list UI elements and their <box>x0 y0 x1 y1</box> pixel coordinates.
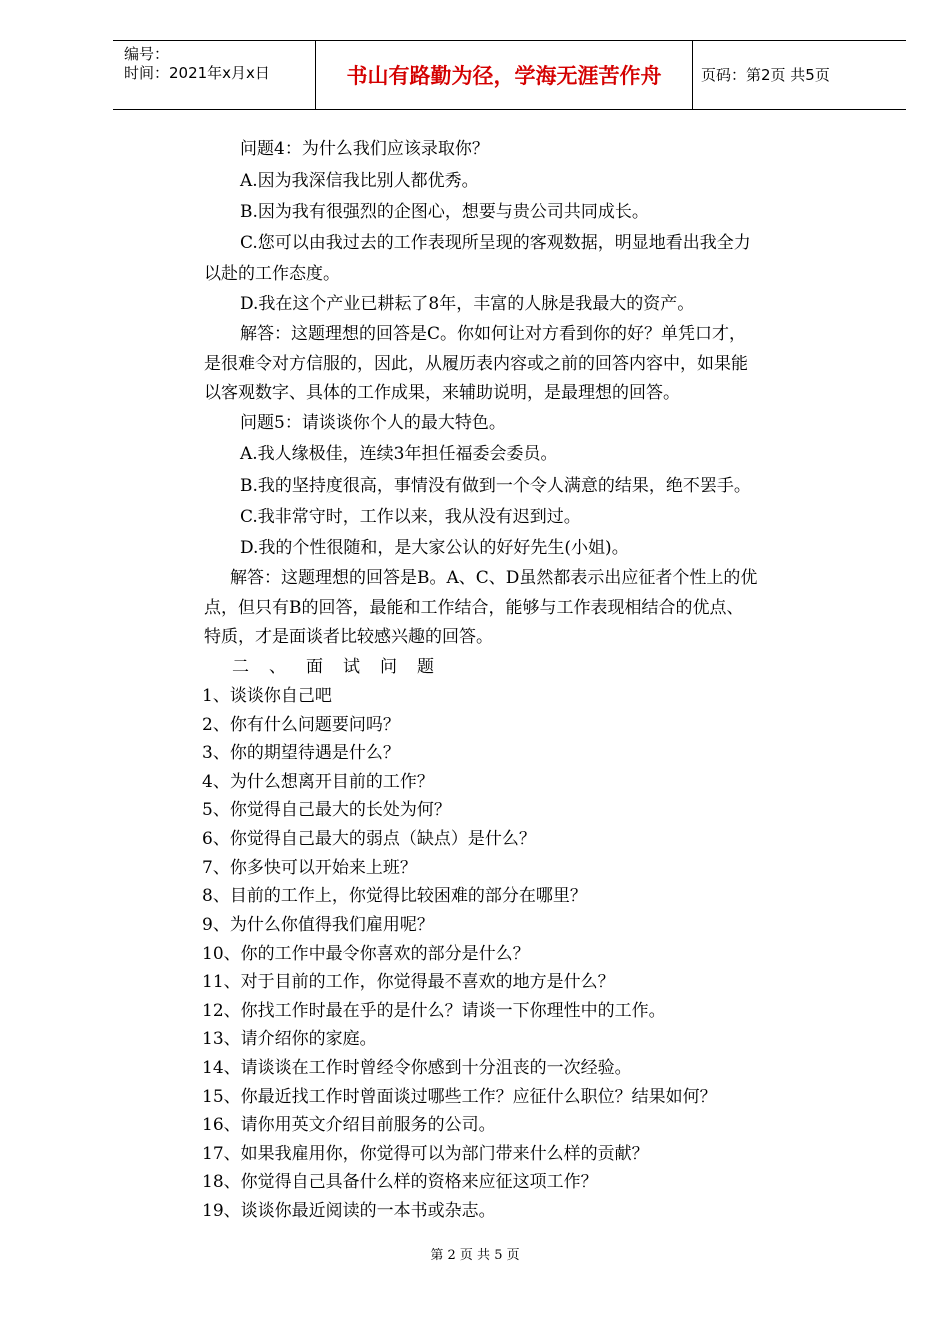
q5-answer-line1: 解答：这题理想的回答是B。A、C、D虽然都表示出应征者个性上的优 <box>230 568 758 588</box>
list-item: 7、你多快可以开始来上班？ <box>202 858 417 878</box>
q4-option-a: A.因为我深信我比别人都优秀。 <box>240 171 479 191</box>
q5-answer-line2: 点，但只有B的回答，最能和工作结合，能够与工作表现相结合的优点、 <box>204 598 744 618</box>
list-item: 11、对于目前的工作，你觉得最不喜欢的地方是什么？ <box>202 972 615 992</box>
header-meta-cell <box>113 41 315 109</box>
q4-option-b: B.因为我有很强烈的企图心，想要与贵公司共同成长。 <box>240 202 649 222</box>
list-item: 16、请你用英文介绍目前服务的公司。 <box>202 1115 496 1135</box>
serial-label: 编号： <box>124 45 170 63</box>
list-item: 3、你的期望待遇是什么？ <box>202 743 400 763</box>
q4-answer-line1: 解答：这题理想的回答是C。你如何让对方看到你的好？单凭口才， <box>240 324 747 344</box>
list-item: 6、你觉得自己最大的弱点（缺点）是什么？ <box>202 829 536 849</box>
header-motto-cell <box>315 41 693 109</box>
list-item: 9、为什么你值得我们雇用呢？ <box>202 915 434 935</box>
list-item: 4、为什么想离开目前的工作？ <box>202 772 434 792</box>
list-item: 10、你的工作中最令你喜欢的部分是什么？ <box>202 944 530 964</box>
list-item: 13、请介绍你的家庭。 <box>202 1029 377 1049</box>
list-item: 14、请谈谈在工作时曾经令你感到十分沮丧的一次经验。 <box>202 1058 632 1078</box>
q4-answer-line3: 以客观数字、具体的工作成果，来辅助说明，是最理想的回答。 <box>204 383 680 403</box>
q5-option-c: C.我非常守时，工作以来，我从没有迟到过。 <box>240 507 581 527</box>
q5-option-a: A.我人缘极佳，连续3年担任福委会委员。 <box>240 444 558 464</box>
list-item: 2、你有什么问题要问吗？ <box>202 715 400 735</box>
q4-option-c-line2: 以赴的工作态度。 <box>204 264 340 284</box>
time-label: 时间：2021年x月x日 <box>124 64 270 82</box>
page-header <box>113 40 906 110</box>
q4-option-c-line1: C.您可以由我过去的工作表现所呈现的客观数据，明显地看出我全力 <box>240 233 751 253</box>
q4-answer-line2: 是很难令对方信服的，因此，从履历表内容或之前的回答内容中，如果能 <box>204 354 748 374</box>
q5-option-d: D.我的个性很随和，是大家公认的好好先生(小姐)。 <box>240 538 629 558</box>
list-item: 5、你觉得自己最大的长处为何？ <box>202 800 451 820</box>
section-title: 二、面试问题 <box>232 657 454 677</box>
q5-question: 问题5：请谈谈你个人的最大特色。 <box>240 413 506 433</box>
q5-answer-line3: 特质，才是面谈者比较感兴趣的回答。 <box>204 627 493 647</box>
q4-option-d: D.我在这个产业已耕耘了8年，丰富的人脉是我最大的资产。 <box>240 294 695 314</box>
list-item: 8、目前的工作上，你觉得比较困难的部分在哪里？ <box>202 886 587 906</box>
list-item: 19、谈谈你最近阅读的一本书或杂志。 <box>202 1201 496 1221</box>
header-page-cell <box>692 41 906 109</box>
list-item: 12、你找工作时最在乎的是什么？请谈一下你理性中的工作。 <box>202 1001 666 1021</box>
list-item: 1、谈谈你自己吧 <box>202 686 332 706</box>
list-item: 18、你觉得自己具备什么样的资格来应征这项工作？ <box>202 1172 598 1192</box>
header-page-number: 页码：第2页 共5页 <box>701 66 830 84</box>
q4-question: 问题4：为什么我们应该录取你？ <box>240 139 489 159</box>
header-motto: 书山有路勤为径，学海无涯苦作舟 <box>346 64 662 88</box>
list-item: 15、你最近找工作时曾面谈过哪些工作？应征什么职位？结果如何？ <box>202 1087 717 1107</box>
list-item: 17、如果我雇用你，你觉得可以为部门带来什么样的贡献？ <box>202 1144 649 1164</box>
q5-option-b: B.我的坚持度很高，事情没有做到一个令人满意的结果，绝不罢手。 <box>240 476 751 496</box>
page-footer: 第 2 页 共 5 页 <box>430 1248 520 1263</box>
